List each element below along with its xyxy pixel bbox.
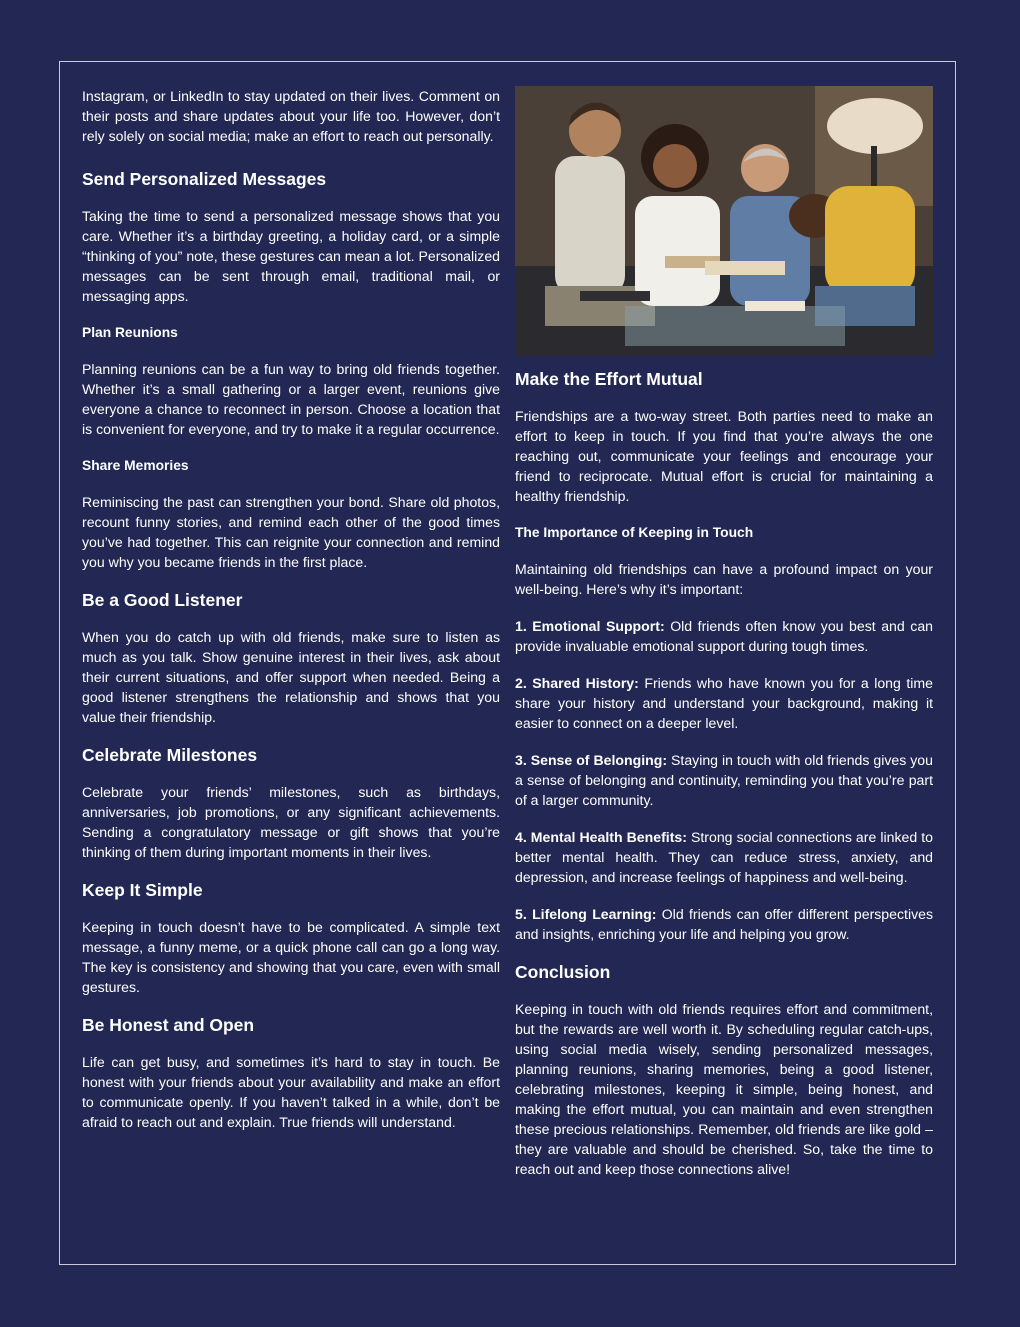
reason-label: 4. Mental Health Benefits:	[515, 829, 687, 845]
heading-share-memories: Share Memories	[82, 458, 189, 473]
reason-text: Old friends often know you best and can provide invaluable emotional support during tough times.	[515, 618, 933, 654]
reason-text: Staying in touch with old friends gives you a sense of belonging and continuity, reminding you that you’re part of a larger community.	[515, 752, 933, 808]
reason-text: Strong social connections are linked to better mental health. They can reduce stress, anxiety, and depression, and increase feelings of happiness and well-being.	[515, 829, 933, 885]
right-column	[515, 86, 933, 1196]
reason-label: 3. Sense of Belonging:	[515, 752, 668, 768]
list-item	[515, 750, 933, 810]
heading-send-personalized-messages: Send Personalized Messages	[82, 169, 327, 189]
reason-label: 5. Lifelong Learning:	[515, 906, 657, 922]
reason-label: 2. Shared History:	[515, 675, 639, 691]
paragraph-send-personalized-messages: Taking the time to send a personalized message shows that you care. Whether it’s a birthday greeting, a holiday card, or a simple “thinking of you” note, these gestures can mean a lot. Personalized messages can be sent through email, traditional mail, or messaging apps.	[82, 208, 500, 304]
paragraph-be-honest-and-open: Life can get busy, and sometimes it’s hard to stay in touch. Be honest with your friends about your availability and make an effort to communicate openly. If you haven’t talked in a while, don’t be afraid to reach out and explain. True friends will understand.	[82, 1054, 500, 1130]
friends-photo	[515, 86, 933, 356]
left-column	[82, 86, 500, 1149]
list-item	[515, 616, 933, 656]
list-item	[515, 904, 933, 944]
intro-paragraph: Instagram, or LinkedIn to stay updated on their lives. Comment on their posts and share updates about your life too. However, don’t rely solely on social media; make an effort to reach out personally.	[82, 88, 500, 144]
paragraph-be-a-good-listener: When you do catch up with old friends, make sure to listen as much as you talk. Show genuine interest in their lives, ask about their current situations, and offer support when needed. Being a good listener strengthens the relationship and shows that you value their friendship.	[82, 629, 500, 725]
reason-text: Old friends can offer different perspectives and insights, enriching your life and helping you grow.	[515, 906, 934, 942]
friends-photo-illustration	[515, 86, 933, 356]
paragraph-importance-intro: Maintaining old friendships can have a profound impact on your well-being. Here’s why it’s important:	[515, 561, 933, 597]
paragraph-conclusion: Keeping in touch with old friends requires effort and commitment, but the rewards are well worth it. By scheduling regular catch-ups, using social media wisely, sending personalized messages, planning reunions, sharing memories, being a good listener, celebrating milestones, keeping it simple, being honest, and making the effort mutual, you can maintain and even strengthen these precious relationships. Remember, old friends are like gold – they are valuable and should be cherished. So, take the time to reach out and keep those connections alive!	[515, 1001, 933, 1177]
reason-label: 1. Emotional Support:	[515, 618, 665, 634]
heading-make-the-effort-mutual: Make the Effort Mutual	[515, 369, 703, 389]
list-item	[515, 827, 933, 887]
paragraph-make-the-effort-mutual: Friendships are a two-way street. Both parties need to make an effort to keep in touch. If you find that you’re always the one reaching out, communicate your feelings and encourage your friend to reciprocate. Mutual effort is crucial for maintaining a healthy friendship.	[515, 408, 933, 504]
reasons-list	[515, 616, 933, 944]
paragraph-keep-it-simple: Keeping in touch doesn’t have to be complicated. A simple text message, a funny meme, or a quick phone call can go a long way. The key is consistency and showing that you care, even with small gestures.	[82, 919, 500, 995]
heading-keep-it-simple: Keep It Simple	[82, 880, 203, 900]
paragraph-celebrate-milestones: Celebrate your friends’ milestones, such as birthdays, anniversaries, job promotions, or any significant achievements. Sending a congratulatory message or gift shows that you’re thinking of them during important moments in their lives.	[82, 784, 500, 860]
paragraph-plan-reunions: Planning reunions can be a fun way to bring old friends together. Whether it’s a small gathering or a larger event, reunions give everyone a chance to reconnect in person. Choose a location that is convenient for everyone, and try to make it a regular occurrence.	[82, 361, 500, 437]
heading-be-honest-and-open: Be Honest and Open	[82, 1015, 255, 1035]
heading-be-a-good-listener: Be a Good Listener	[82, 590, 243, 610]
reason-text: Friends who have known you for a long time share your history and understand your background, making it easier to connect on a deeper level.	[515, 675, 933, 731]
paragraph-share-memories: Reminiscing the past can strengthen your bond. Share old photos, recount funny stories, and remind each other of the good times you’ve had together. This can reignite your connection and remind you why you became friends in the first place.	[82, 494, 500, 570]
heading-plan-reunions: Plan Reunions	[82, 325, 178, 340]
heading-conclusion: Conclusion	[515, 962, 611, 982]
list-item	[515, 673, 933, 733]
heading-importance-of-keeping-in-touch: The Importance of Keeping in Touch	[515, 525, 754, 540]
heading-celebrate-milestones: Celebrate Milestones	[82, 745, 258, 765]
